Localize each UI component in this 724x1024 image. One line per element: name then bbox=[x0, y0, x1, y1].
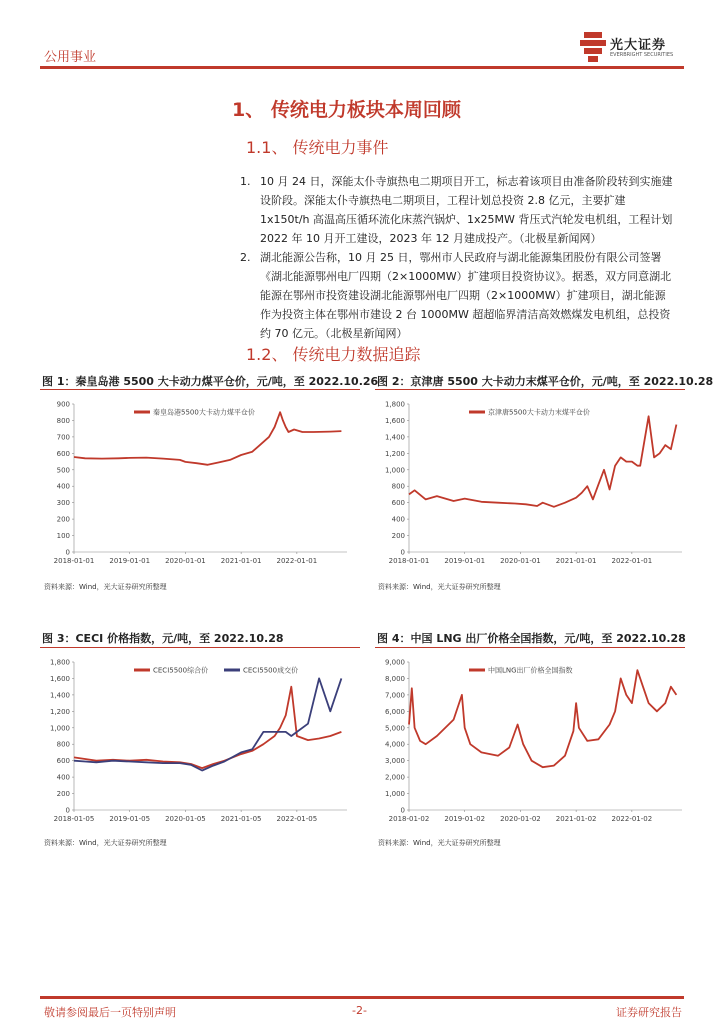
chart-ceci-index bbox=[40, 654, 355, 832]
event-text: 10 月 24 日，深能太仆寺旗热电二期项目开工，标志着该项目由准备阶段转到实施建设阶段。深能太仆寺旗热电二期项目，工程计划总投资 2.8 亿元，主要扩建 1x150t/h 高温高压循环流化床蒸汽锅炉、1x25MW 背压式汽轮发电机组，工程计划 2022 年 10 月开工建设，2023 年 12 月建成投产。（北极星新闻网） bbox=[260, 175, 673, 245]
figure-source: 资料来源：Wind，光大证券研究所整理 bbox=[44, 583, 167, 591]
x-tick-label: 2021-01-01 bbox=[220, 557, 262, 565]
y-tick-label: 0 bbox=[65, 806, 70, 815]
y-tick-label: 600 bbox=[391, 499, 405, 508]
x-tick-label: 2019-01-02 bbox=[444, 815, 486, 823]
y-tick-label: 500 bbox=[56, 466, 70, 475]
figure-title: 图 2：京津唐 5500 大卡动力末煤平仓价，元/吨，至 2022.10.28 bbox=[377, 375, 714, 388]
logo-english: EVERBRIGHT SECURITIES bbox=[610, 52, 674, 58]
y-tick-label: 800 bbox=[56, 416, 70, 425]
y-tick-label: 4,000 bbox=[384, 740, 405, 749]
footer-disclaimer: 敬请参阅最后一页特别声明 bbox=[44, 1006, 176, 1019]
series-line bbox=[74, 687, 341, 768]
x-tick-label: 2022-01-01 bbox=[276, 557, 318, 565]
y-tick-label: 400 bbox=[56, 773, 70, 782]
section-heading: 1、 传统电力板块本周回顾 bbox=[232, 99, 461, 121]
chart-svg bbox=[40, 654, 355, 832]
y-tick-label: 1,400 bbox=[384, 433, 405, 442]
legend-label: 京津唐5500大卡动力末煤平仓价 bbox=[488, 408, 590, 417]
y-tick-label: 1,000 bbox=[384, 790, 405, 799]
figure-rule bbox=[40, 389, 360, 390]
y-tick-label: 200 bbox=[56, 790, 70, 799]
y-tick-label: 0 bbox=[400, 548, 405, 557]
x-tick-label: 2021-01-05 bbox=[220, 815, 262, 823]
footer-rule bbox=[40, 996, 684, 999]
y-tick-label: 1,000 bbox=[49, 724, 70, 733]
section-label: 公用事业 bbox=[44, 50, 97, 65]
x-tick-label: 2021-01-01 bbox=[555, 557, 597, 565]
figure-rule bbox=[40, 647, 360, 648]
chart-svg bbox=[40, 396, 355, 574]
x-tick-label: 2022-01-05 bbox=[276, 815, 318, 823]
x-tick-label: 2021-01-02 bbox=[555, 815, 597, 823]
event-item bbox=[240, 172, 676, 248]
chart-lng-index bbox=[375, 654, 690, 832]
logo-icon bbox=[580, 32, 606, 62]
y-tick-label: 1,800 bbox=[384, 400, 405, 409]
y-tick-label: 3,000 bbox=[384, 757, 405, 766]
chart-qhd-coal-price bbox=[40, 396, 355, 574]
y-tick-label: 800 bbox=[391, 482, 405, 491]
y-tick-label: 1,200 bbox=[49, 707, 70, 716]
page-number: -2- bbox=[352, 1004, 367, 1017]
legend-label: CECI5500综合价 bbox=[153, 666, 209, 675]
x-tick-label: 2020-01-01 bbox=[165, 557, 206, 565]
figure-source: 资料来源：Wind，光大证券研究所整理 bbox=[44, 839, 167, 847]
y-tick-label: 300 bbox=[56, 499, 70, 508]
x-tick-label: 2018-01-01 bbox=[53, 557, 95, 565]
event-number: 2. bbox=[240, 251, 251, 264]
event-text: 湖北能源公告称，10 月 25 日，鄂州市人民政府与湖北能源集团股份有限公司签署《湖北能源鄂州电厂四期（2×1000MW）扩建项目投资协议》。据悉，双方同意湖北能源在鄂州市投资建设湖北能源鄂州电厂四期（2×1000MW）扩建项目，湖北能源作为投资主体在鄂州市建设 2 台 1000MW 超超临界清洁高效燃煤发电机组，总投资约 70 亿元。（北极星新闻网） bbox=[260, 251, 672, 340]
y-tick-label: 1,400 bbox=[49, 691, 70, 700]
y-tick-label: 5,000 bbox=[384, 724, 405, 733]
x-tick-label: 2018-01-05 bbox=[53, 815, 95, 823]
figure-rule bbox=[375, 647, 685, 648]
x-tick-label: 2022-01-01 bbox=[611, 557, 653, 565]
legend-label: 中国LNG出厂价格全国指数 bbox=[488, 666, 573, 675]
series-line bbox=[409, 416, 676, 507]
x-tick-label: 2020-01-02 bbox=[500, 815, 541, 823]
y-tick-label: 900 bbox=[56, 400, 70, 409]
chart-svg bbox=[375, 654, 690, 832]
event-number: 1. bbox=[240, 175, 251, 188]
y-tick-label: 9,000 bbox=[384, 658, 405, 667]
y-tick-label: 2,000 bbox=[384, 773, 405, 782]
header-rule bbox=[40, 66, 684, 69]
y-tick-label: 400 bbox=[56, 482, 70, 491]
y-tick-label: 200 bbox=[56, 515, 70, 524]
series-line bbox=[74, 412, 341, 465]
figure-source: 资料来源：Wind，光大证券研究所整理 bbox=[378, 839, 501, 847]
y-tick-label: 1,600 bbox=[49, 674, 70, 683]
page-header bbox=[0, 0, 724, 70]
chart-jjt-coal-price bbox=[375, 396, 690, 574]
y-tick-label: 1,600 bbox=[384, 416, 405, 425]
y-tick-label: 6,000 bbox=[384, 707, 405, 716]
x-tick-label: 2019-01-05 bbox=[109, 815, 151, 823]
x-tick-label: 2020-01-05 bbox=[165, 815, 206, 823]
y-tick-label: 0 bbox=[65, 548, 70, 557]
y-tick-label: 700 bbox=[56, 433, 70, 442]
y-tick-label: 200 bbox=[391, 532, 405, 541]
y-tick-label: 7,000 bbox=[384, 691, 405, 700]
x-tick-label: 2018-01-02 bbox=[388, 815, 430, 823]
company-logo bbox=[580, 30, 690, 64]
y-tick-label: 100 bbox=[56, 532, 70, 541]
series-line bbox=[74, 678, 341, 770]
y-tick-label: 1,000 bbox=[384, 466, 405, 475]
y-tick-label: 800 bbox=[56, 740, 70, 749]
x-tick-label: 2019-01-01 bbox=[444, 557, 486, 565]
x-tick-label: 2020-01-01 bbox=[500, 557, 541, 565]
y-tick-label: 600 bbox=[56, 757, 70, 766]
subsection-heading-events: 1.1、 传统电力事件 bbox=[246, 138, 389, 157]
series-line bbox=[409, 670, 676, 767]
x-tick-label: 2022-01-02 bbox=[611, 815, 653, 823]
subsection-heading-data: 1.2、 传统电力数据追踪 bbox=[246, 345, 421, 364]
figure-title: 图 1：秦皇岛港 5500 大卡动力煤平仓价，元/吨，至 2022.10.26 bbox=[42, 375, 379, 388]
y-tick-label: 0 bbox=[400, 806, 405, 815]
figure-rule bbox=[375, 389, 685, 390]
legend-label: 秦皇岛港5500大卡动力煤平仓价 bbox=[153, 408, 255, 417]
event-list bbox=[240, 172, 676, 343]
footer-report-type: 证券研究报告 bbox=[616, 1006, 682, 1019]
event-item bbox=[240, 248, 676, 343]
figure-source: 资料来源：Wind，光大证券研究所整理 bbox=[378, 583, 501, 591]
y-tick-label: 600 bbox=[56, 449, 70, 458]
figure-title: 图 4：中国 LNG 出厂价格全国指数，元/吨，至 2022.10.28 bbox=[377, 632, 686, 645]
logo-name: 光大证券 bbox=[610, 38, 667, 53]
y-tick-label: 1,800 bbox=[49, 658, 70, 667]
x-tick-label: 2018-01-01 bbox=[388, 557, 430, 565]
y-tick-label: 8,000 bbox=[384, 674, 405, 683]
legend-label: CECI5500成交价 bbox=[243, 666, 299, 675]
x-tick-label: 2019-01-01 bbox=[109, 557, 151, 565]
y-tick-label: 400 bbox=[391, 515, 405, 524]
y-tick-label: 1,200 bbox=[384, 449, 405, 458]
chart-svg bbox=[375, 396, 690, 574]
figure-title: 图 3：CECI 价格指数，元/吨，至 2022.10.28 bbox=[42, 632, 284, 645]
